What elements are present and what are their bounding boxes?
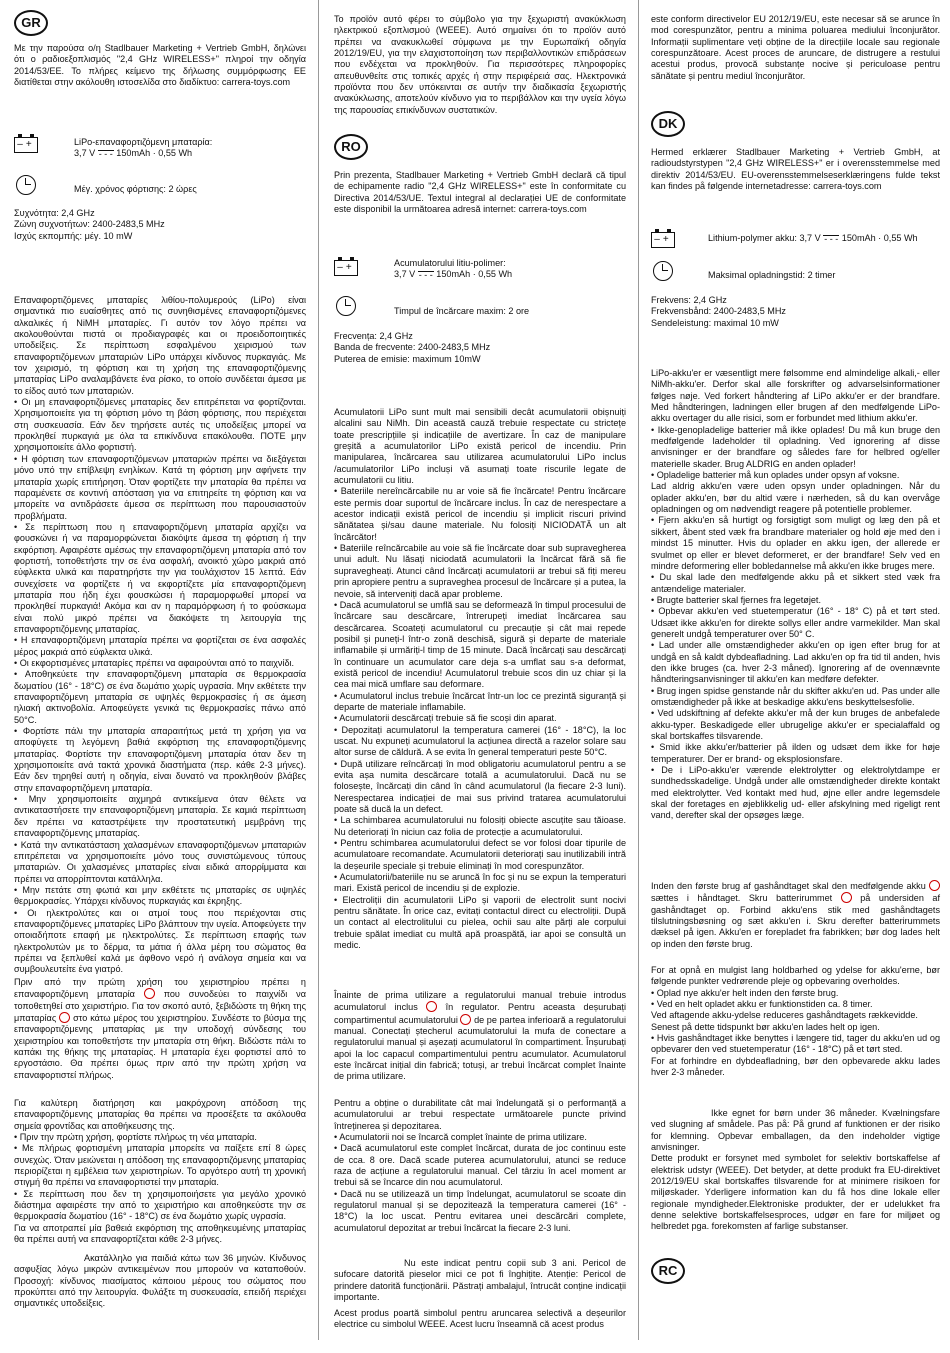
safety-instructions: Acumulatorii LiPo sunt mult mai sensibili decât acumulatorii obișnuiți alcalini sau NiMh. Din această cauză trebuie respectate cu strictețe toate prescripțiile și indicațiile de avertizare. În caz de manipulare greșită a acumulatorilor LiPo există pericol de incendiu. Prin manipularea, încărcarea sau utilizarea acumulatorului LiPo inclus /acumulatorilor LiPo incluși vă asumați toate riscurile legate de acumulatorii cu litiu. • Bateriile nereîncărcabile nu ar voie să fie încărcate! Pentru încărcare este permis doar suportul de încărcare inclus. În caz de nerespectare a acestor indicații există pericol de incendiu și implicit riscuri privind sănătatea și/sau daune materiale. Nu folosiți NICIODATĂ un alt încărcător! • Bateriile reîncărcabile au voie să fie încărcate doar sub supravegherea unui adult. Nu lăsați niciodată acumulatorii la încărcat fără să fie supravegheați. Atunci când încărcați acumulatorii ar trebui să fiți mereu prin apropiere pentru a supraveghea procesul de încărcare și a putea, la nevoie, să interveniți dacă apar probleme. • Dacă acumulatorul se umflă sau se deformează în timpul procesului de încărcare sau descărcare, întrerupeți imediat încărcarea sau descărcarea. Scoateți acumulatorul cu precauție și cât mai repede posibil și puneți-l într-o zonă deschisă, sigură și departe de materiale inflamabile și urmăriți-l timp de 15 minute. Dacă încărcați sau descărcați în continuare un acumulator care deja s-a umflat sau s-a deformat, există pericol de incendiu! Acumulatorul trebuie scos din uz chiar și la cea mai mică umflare sau deformare. • Acumulatorul inclus trebuie încărcat într-un loc ce prezintă siguranță și departe de materiale inflamabile. • Acumulatorii descărcați trebuie să fie scoși din aparat. • Depozitați acumulatorul la temperatura camerei (16° - 18°C), la loc uscat. Nu expuneți acumulatorul la acțiunea directă a razelor solare sau altor surse de căldură. A se evita în general temperaturi peste 50°C. • După utilizare reîncărcați în mod obligatoriu acumulatorul pentru a se evita așa numita descărcare totală a acumulatorului. Dacă nu se folosește, încărcați din când în când acumulatorul (la fiecare 2-3 luni). Nerespectarea indicației de mai sus privind tratarea acumulatorului poate să ducă la un defect. • La schimbarea acumulatorului nu folosiți obiecte ascuțite sau tăioase. Nu deteriorați în niciun caz folia de protecție a acumulatorului. • Pentru schimbarea acumulatorului defect se vor folosi doar tipurile de acumulatoare recomandate. Acumulatorii deteriorați sau inutilizabili intră la deșeurile speciale și trebuie eliminați în mod corespunzător. • Acumulatorii/bateriile nu se aruncă în foc și nu se expun la temperaturi mari. Există pericol de incendiu și de explozie. • Electroliții din acumulatorii LiPo și vaporii de electrolit sunt nocivi pentru sănătate. În orice caz, evitați contactul direct cu electroliții. După un contact al electrolitului cu pielea, ochii sau alte părți ale corpului trebuie spălat imediat cu multă apă proaspătă, iar apoi se consultă un medic. (334, 407, 626, 951)
weee-text-greek: Το προϊόν αυτό φέρει το σύμβολο για την ξεχωριστή ανακύκλωση ηλεκτρικού εξοπλισμού (WEEE). Αυτό σημαίνει ότι το προϊόν αυτό πρέπει να ανακυκλωθεί σύμφωνα με την Ευρωπαϊκή οδηγία 2012/19/EU, για την ελαχιστοποίηση των περιβαλλοντικών επιδράσεων που ενδέχεται να προκληθούν. Για περισσότερες πληροφορίες απευθυνθείτε στις τοπικές αρχές ή στην περιφέρειά σας. Ηλεκτρονικά προϊόντα που δεν υπόκεινται σε αυτήν την διαδικασία ξεχωριστής ανακύκλωσης, αποτελούν κίνδυνο για το περιβάλλον και την υγεία λόγω της παρουσίας επικίνδυνων συστατικών. (334, 14, 626, 115)
red-ring-marker (460, 1014, 471, 1025)
red-ring-marker (144, 988, 155, 999)
battery-capacity: 150mAh · 0,55 Wh (116, 148, 193, 159)
battery-title: Acumulatorului litiu-polimer: (394, 258, 506, 268)
battery-title: Lithium-polymer akku: 3,7 V (708, 233, 821, 243)
language-badge-dk: DK (651, 111, 685, 137)
care-storage-instructions: For at opnå en mulgist lang holdbarhed og ydelse for akku'erne, bør følgende punkter vedrørende pleje og opbevaring overholdes. • Oplad nye akku'er helt inden den første brug. • Ved en helt opladet akku er funktionstiden ca. 8 timer. Ved aftagende akku-ydelse reduceres gashåndtagets rækkevidde. Senest på dette tidspunkt bør akku'en lades helt op igen. • Hvis gashåndtaget ikke benyttes i længere tid, tager du akku'en ud og opbevarer den ved stuetemperatur (16° - 18°C) på et tørt sted. For at forhindre en dybdeafladning, bør den opbevarede akku lades hver 2-3 måneder. (651, 965, 940, 1078)
red-ring-marker (59, 1012, 70, 1023)
charge-time: Μέγ. χρόνος φόρτισης: 2 ώρες (74, 184, 197, 194)
safety-instructions: Επαναφορτιζόμενες μπαταρίες λιθίου-πολυμερούς (LiPo) είναι σημαντικά πιο ευαίσθητες από τις συνηθισμένες επαναφορτιζόμενες αλκαλικές ή NiMH μπαταρίες. Γι αυτόν τον λόγο πρέπει να ακολουθούνται πιστά οι προδιαγραφές και οι προειδοποιητικές υποδείξεις. Σε περίπτωση εσφαλμένου χειρισμού των επαναφορτιζόμενων μπαταριών LiPo υπάρχει κίνδυνος πυρκαγιάς. Με τον χειρισμό, τη φόρτιση και τη χρήση της επαναφορτιζόμενης μπαταρίας LiPo αναλαμβάνετε ένα ρίσκο, το οποίο συνδέεται άμεσα με το είδος αυτό των μπαταριών. • Οι μη επαναφορτιζόμενες μπαταρίες δεν επιτρέπεται να φορτίζονται. Χρησιμοποιείτε για τη φόρτιση μόνο τη βάση φόρτισης, που περιέχεται στη συσκευασία. Εάν δεν τηρήσετε αυτές τις υποδείξεις μπορεί να προκληθεί πυρκαγιά με όλα τα επικίνδυνα επακόλουθα. ΠΟΤΕ μην χρησιμοποιείτε άλλο φορτιστή. • Η φόρτιση των επαναφορτιζόμενων μπαταριών πρέπει να διεξάγεται μόνο υπό την επίβλεψη ενηλίκων. Κατά τη φόρτιση μην αφήνετε την μπαταρία χωρίς επιτήρηση. Όταν φορτίζετε την μπαταρία θα πρέπει να παραμένετε σε κοντινή απόσταση για να επιτηρείτε τη φόρτιση και να μπορείτε να αντιδράσετε άμεσα σε περίπτωση που παρουσιαστούν προβλήματα. • Σε περίπτωση που η επαναφορτιζόμενη μπαταρία αρχίζει να φουσκώνει ή να παραμορφώνεται διακόψτε άμεσα τη φόρτιση ή την εκφόρτιση. Αφαιρέστε αμέσως την επαναφορτιζόμενη μπαταρία από τον φορτιστή, τοποθετήστε την σε ένα ασφαλή, ανοικτό χώρο μακριά από εύφλεκτα υλικά και παρατηρήστε την για τουλάχιστον 15 λεπτά. Εάν συνεχίσετε να φορτίζετε ή να εκφορτίζετε μία επαναφορτιζόμενη μπαταρία που ήδη έχει φουσκώσει ή παραμορφωθεί μπορεί να προκληθεί πυρκαγιά! Ακόμα και αν η παραμόρφωση ή το φούσκωμα είναι πολύ μικρό πρέπει να διακόψετε τη λειτουργία της επαναφορτιζόμενης μπαταρίας. • Η επαναφορτιζόμενη μπαταρία πρέπει να φορτίζεται σε ένα ασφαλές μέρος μακριά από εύφλεκτα υλικά. • Οι εκφορτισμένες μπαταρίες πρέπει να αφαιρούνται από το παιχνίδι. • Αποθηκεύετε την επαναφορτιζόμενη μπαταρία σε θερμοκρασία δωματίου (16° - 18°C) σε ένα δωμάτιο χωρίς υγρασία. Μην εκθέτετε την επαναφορτιζόμενη μπαταρία σε υψηλές θερμοκρασίες ή σε άμεση ηλιακή ακτινοβολία. Αποφεύγετε γενικά τις θερμοκρασίες πάνω από 50°C. • Φορτίστε πάλι την μπαταρία απαραιτήτως μετά τη χρήση για να αποφύγετε τη λεγόμενη βαθιά εκφόρτιση της επαναφορτιζόμενης μπαταρίας. Φορτίστε την επαναφορτιζόμενη μπαταρία όταν δεν τη χρησιμοποιείτε ανά τακτά χρονικά διαστήματα (περ. κάθε 2-3 μήνες). Εάν δεν τηρηθεί αυτή η οδηγία, είναι δυνατό να προκληθούν βλάβες στην επαναφορτιζόμενη μπαταρία. • Μην χρησιμοποιείτε αιχμηρά αντικείμενα όταν θέλετε να αντικαταστήσετε την επαναφορτιζόμενη μπαταρία. Σε καμιά περίπτωση δεν πρέπει να καταστρέψετε την προστατευτική μεμβράνη της επαναφορτιζόμενης μπαταρίας. • Κατά την αντικατάσταση χαλασμένων επαναφορτιζόμενων μπαταριών επιτρέπεται να χρησιμοποιείτε μόνο τους συνιστώμενους τύπους μπαταριών. Οι χαλασμένες μπαταρίες είναι ειδικά απορρίμματα και πρέπει να απορρίπτονται κατάλληλα. • Μην πετάτε στη φωτιά και μην εκθέτετε τις μπαταρίες σε υψηλές θερμοκρασίες. Υπάρχει κίνδυνος πυρκαγιάς και έκρηξης. • Οι ηλεκτρολύτες και οι ατμοί τους που περιέχονται στις επαναφορτιζόμενες μπαταρίες LiPo βλάπτουν την υγεία. Αποφεύγετε την οποιαδήποτε επαφή με ηλεκτρολύτες. Σε περίπτωση επαφής των ηλεκτρολυτών με το δέρμα, τα μάτια ή άλλα μέρη του σώματος θα πρέπει να ξεπλυθεί καλά με άφθονο νερό ή ανάλογα σημεία και να συμβουλευτείτε ένα γιατρό. (14, 295, 306, 975)
declaration-text: Hermed erklærer Stadlbauer Marketing + Vertrieb GmbH, at radioudstyrstypen "2,4 GHz WIRELESS+" er i overensstemmelse med direktiv 2014/53/EU. EU-overensstemmelseserklæringens fulde tekst kan findes på følgende internetadresse: carrera-toys.com (651, 147, 940, 192)
frequency-band: Frekvensbånd: 2400-2483,5 MHz (651, 306, 786, 317)
column-greek (14, 0, 306, 1353)
dc-symbol-icon: - - - (98, 149, 113, 160)
weee-text: Acest produs poartă simbolul pentru aruncarea selectivă a deșeurilor electrice cu simbolul WEEE. Acest lucru înseamnă că acest produs (334, 1308, 626, 1330)
frequency: Συχνότητα: 2,4 GHz (14, 208, 95, 218)
frequency-band: Banda de frecvente: 2400-2483,5 MHz (334, 342, 491, 353)
battery-capacity: 150mAh · 0,55 Wh (841, 233, 918, 243)
age-warning: Ikke egnet for børn under 36 måneder. Kvælningsfare ved slugning af smådele. Pas på: På grund af funktionen er der risiko for klemning. Opbevar emballagen, da den indeholder vigtige anvisninger. Dette produkt er forsynet med symbolet for selektiv bortskaffelse af elektrisk udstyr (WEEE). Det betyder, at dette produkt fra EU-direktivet 2012/19/EU skal bortskaffes tilsvarende for at minimere risikoen for miljøskader. Yderligere information kan du få hos dine lokale eller regionale myndigheder.Elektroniske produkter, der er udelukket fra denne selektive bortskaffelsesproces, udgør en fare for miljøet og helbredet pga. forekomsten af farlige substanser. (651, 1108, 940, 1232)
frequency-band: Ζώνη συχνοτήτων: 2400-2483,5 MHz (14, 219, 165, 230)
language-badge-gr: GR (14, 10, 48, 36)
battery-capacity: 150mAh · 0,55 Wh (436, 269, 513, 280)
dc-symbol-icon: - - - (418, 270, 433, 281)
column-danish (651, 0, 940, 1353)
red-ring-marker (426, 1001, 437, 1012)
transmit-power: Puterea de emisie: maximum 10mW (334, 353, 481, 364)
clock-icon (653, 261, 673, 281)
frequency: Frekvens: 2,4 GHz (651, 295, 727, 305)
safety-instructions: LiPo-akku'er er væsentligt mere følsomme end almindelige alkali,- eller NiMh-akku'er. Derfor skal alle forskrifter og advarselsinformationer følges nøje. Ved forkert håndtering af LiPo akku'er er der brandfare. Med håndteringen, ladningen eller brugen af den medfølgende LiPo-akku overtager du alle risici, som er forbundet med lithium akku'er. • Ikke-genopladelige batterier må ikke oplades! Du må kun bruge den medfølgende ladeholder til opladning. Ved ignorering af disse anvisninger er der brandfare og således fare for helbred og/eller materielle skader. Brug ALDRIG en anden oplader! • Opladelige batterier må kun oplades under opsyn af voksne. Lad aldrig akku'en være uden opsyn under opladningen. Når du oplader akku'en, bør du altid være i nærheden, så du kan overvåge opladningen og om nødvendigt reagere på potentielle problemer. • Fjern akku'en så hurtigt og forsigtigt som muligt og læg den på et sikkert, åbent sted væk fra brandbare materialer og hold øje med den i mindst 15 minutter. Hvis du oplader en akku igen, der allerede er svulmet op eller er blevet deformeret, er der brandfare! Selv ved en mindre deformering eller bobledannelse må akku'en ikke bruges mere. • Du skal lade den medfølgende akku på et sikkert sted væk fra antændelige materialer. • Brugte batterier skal fjernes fra legetøjet. • Opbevar akku'en ved stuetemperatur (16° - 18° C) på et tørt sted. Udsæt ikke akku'en for direkte sollys eller andre varmekilder. Man skal generelt undgå temperaturer over 50° C. • Lad under alle omstændigheder akku'en op igen efter brug for at undgå en så kaldt dybdeafladning. Lad akku'en op fra tid til anden, hvis den ikke bruges (ca. hver 2-3 måned). Ignorering af de ovennævnte håndteringsanvisninger til akku'en kan medføre defekter. • Brug ingen spidse genstande når du skifter akku'en ud. Pas under alle omstændigheder på ikke at beskadige akku'ens beskyttelsesfolie. • Ved udskiftning af defekte akku'er må der kun bruges de anbefalede akku-typer. Beskadigede eller ubrugelige akku'er er specialaffald og skal bortskaffes tilsvarende. • Smid ikke akku'er/batterier på ilden og udsæt dem ikke for høje temperaturer. Der er brand- og eksplosionsfare. • De i LiPo-akku'er værende elektrolytter og elektrolytdampe er sundhedsskadelige. Undgå under alle omstændigheder direkte kontakt med elektrolytter. Ved kontakt med hud, øjne eller andre legemsdele skal der foretages en øjeblikkelig ud- eller afskylning med rigeligt rent vand, derefter skal der opsøges læge. (651, 368, 940, 821)
column-divider (638, 0, 639, 1340)
dc-symbol-icon: - - - (824, 234, 839, 245)
transmit-power: Ισχύς εκπομπής: μέγ. 10 mW (14, 230, 133, 241)
battery-icon: –+ (14, 137, 38, 153)
language-badge-rc: RC (651, 1258, 685, 1284)
first-use-instructions: Înainte de prima utilizare a regulatorului manual trebuie introdus acumulatorul inclus în regulator. Pentru aceasta deșurubați compartimentul acumulatorului de pe partea inferioară a regulatorului manual. Conectați ștecherul acumulatorului la mufa de conectare a regulatorului manual și așezați acumulatorul în compartiment. Înșurubați apoi la loc capacul compartimentului pentru acumulator. Acumulatorul este încărcat inițial din fabrică; totuși, ar trebui încărcat complet înainte de prima utilizare. (334, 990, 627, 1082)
first-use-instructions: Inden den første brug af gashåndtaget skal den medfølgende akku sættes i håndtaget. Skru batterirummet på undersiden af gashåndtaget op. Forbind akku'ens stik med gashåndtagets tilslutningsbøsning og sæt akku'en i. Skru derefter batterirummets dæksel på igen. Akku'en er forepladet fra fabrikken; bør dog lades helt op inden den første brug. (651, 881, 940, 949)
battery-icon: –+ (651, 232, 675, 248)
battery-voltage: 3,7 V (74, 148, 96, 159)
charge-time: Maksimal opladningstid: 2 timer (708, 270, 836, 280)
battery-icon: –+ (334, 260, 358, 276)
transmit-power: Sendeleistung: maximal 10 mW (651, 317, 779, 328)
red-ring-marker (929, 880, 940, 891)
clock-icon (16, 175, 36, 195)
weee-text-romanian: este conform directivelor EU 2012/19/EU, este necesar să se arunce în mod corespunzător, pentru a minima poluarea mediului înconjurător. Informații suplimentare veți obține de la direcțiile locale sau regionale corespunzătoare. Acest proces de aruncare, de distrugere a restului acestui produs, provocă substanțe nocive și periculoase pentru sănătate și pentru mediul înconjurător. (651, 14, 940, 81)
charge-time: Timpul de încărcare maxim: 2 ore (394, 306, 530, 316)
red-ring-marker (841, 892, 852, 903)
frequency: Frecvența: 2,4 GHz (334, 331, 413, 341)
age-warning: Nu este indicat pentru copii sub 3 ani. Pericol de sufocare datorită pieselor mici ce pot fi înghițite. Atenție: Pericol de prindere datorită funcționării. Păstrați ambalajul, întrucât conține indicații importante. (334, 1258, 626, 1303)
declaration-text: Prin prezenta, Stadlbauer Marketing + Vertrieb GmbH declară că tipul de echipamente radio "2,4 GHz WIRELESS+" este în conformitate cu Directiva 2014/53/UE. Textul integral al declarației UE de conformitate este disponibil la următoarea adresă internet: carrera-toys.com (334, 170, 626, 215)
care-storage-instructions: Για καλύτερη διατήρηση και μακρόχρονη απόδοση της επαναφορτιζόμενης μπαταρίας θα πρέπει να προσέξετε τα ακόλουθα σημεία φροντίδας και αποθήκευσης της. • Πριν την πρώτη χρήση, φορτίστε πλήρως τη νέα μπαταρία. • Με πλήρως φορτισμένη μπαταρία μπορείτε να παίξετε επί 8 ώρες συνεχώς. Όταν μειώνεται η απόδοση της επαναφορτιζόμενης μπαταρίας περιορίζεται η εμβέλεια των χειριστηρίων. Το αργότερο αυτή τη χρονική στιγμή θα πρέπει να επαναφορτιστεί την μπαταρία. • Σε περίπτωση που δεν τη χρησιμοποιήσετε για μεγάλο χρονικό διάστημα αφαιρέστε την από το χειριστήριο και αποθηκεύστε την σε θερμοκρασία δωματίου (16° - 18°C) σε ένα δωμάτιο χωρίς υγρασία. Για να αποτραπεί μία βαθειά εκφόρτιση της αποθηκευμένης μπαταρίας θα πρέπει αυτή να επαναφορτίζεται κάθε 2-3 μήνες. (14, 1098, 306, 1245)
column-divider (318, 0, 319, 1340)
battery-title: LiPo-επαναφορτιζόμενη μπαταρία: (74, 137, 213, 147)
declaration-text: Με την παρούσα ο/η Stadlbauer Marketing + Vertrieb GmbH, δηλώνει ότι ο ραδιοεξοπλισμός "2,4 GHz WIRELESS+" πληροί την οδηγία 2014/53/ΕΕ. Το πλήρες κείμενο της δήλωσης συμμόρφωσης ΕΕ διατίθεται στην ακόλουθη ιστοσελίδα στο διαδίκτυο: carrera-toys.com (14, 43, 306, 88)
language-badge-ro: RO (334, 134, 368, 160)
first-use-instructions: Πριν από την πρώτη χρήση του χειριστηρίου πρέπει η επαναφορτιζόμενη μπαταρία που συνοδεύει το παιχνίδι να τοποθετηθεί στο χειριστήριο. Για τον σκοπό αυτό, ξεβιδώστε τη θήκη της μπαταρίας στο κάτω μέρος του χειριστηρίου. Συνδέστε το βύσμα της επαναφορτιζόμενης μπαταρίας με την υποδοχή σύνδεσης του χειριστηρίου και τοποθετήστε την μπαταρία στη θήκη. Βιδώστε πάλι το καπάκι της θήκης της μπαταρίας. Η μπαταρία έχει φορτιστεί από το εργοστάσιο. Θα πρέπει όμως πριν από την πρώτη χρήση να επαναφορτιστεί πλήρως. (14, 977, 307, 1080)
column-romanian (334, 0, 626, 1353)
care-storage-instructions: Pentru a obține o durabilitate cât mai îndelungată și o performanță a acumulatorului ar trebui respectate următoarele puncte privind întreținerea și depozitarea. • Acumulatorii noi se încarcă complet înainte de prima utilizare. • Dacă acumulatorul este complet încărcat, durata de joc continuu este de cca. 8 ore. Dacă scade puterea acumulatorului, atunci se reduce raza de acțiune a regulatorului manual. Cel târziu în acel moment ar trebui să se încarce din nou acumulatorul. • Dacă nu se utilizează un timp îndelungat, acumulatorul se scoate din regulatorul manual și se depozitează la temperatura camerei (16° - 18°C) la loc uscat. Pentru evitarea unei descărcări complete, acumulatorul depozitat ar trebui încărcat la fiecare 2-3 luni. (334, 1098, 626, 1233)
battery-voltage: 3,7 V (394, 269, 416, 280)
clock-icon (336, 296, 356, 316)
age-warning: Ακατάλληλο για παιδιά κάτω των 36 μηνών. Κίνδυνος ασφυξίας λόγω μικρών αντικειμένων που μπορούν να καταποθούν. Προσοχή: κίνδυνος πιασίματος κάποιου μέρους του σώματος που προκύπτει από την λειτουργία. Φυλάξτε τη συσκευασία, επειδή περιέχει σημαντικές υποδείξεις. (14, 1253, 306, 1309)
